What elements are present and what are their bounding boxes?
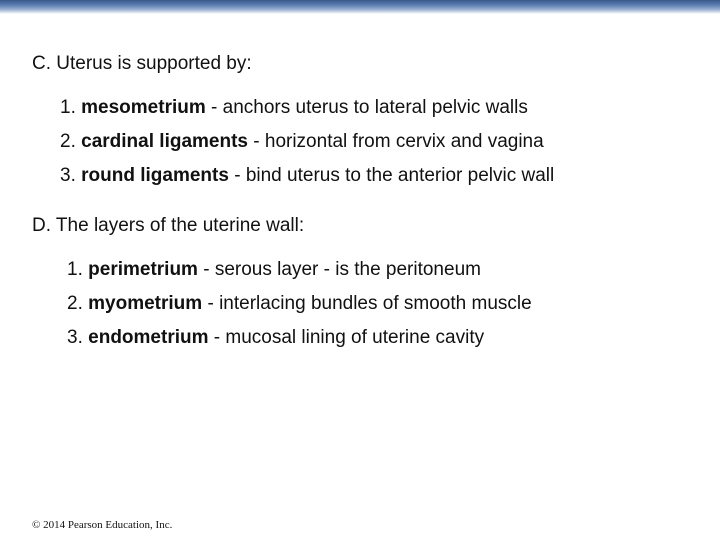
item-description: horizontal from cervix and vagina bbox=[264, 131, 544, 152]
list-item bbox=[60, 96, 554, 120]
item-term: endometrium bbox=[88, 327, 209, 348]
item-separator: - bbox=[203, 259, 210, 280]
list-item bbox=[67, 258, 532, 282]
section-d-list bbox=[67, 258, 532, 360]
item-term: round ligaments bbox=[81, 165, 229, 186]
item-description: serous layer - is the peritoneum bbox=[214, 259, 481, 280]
item-separator: - bbox=[234, 165, 241, 186]
item-number: 3. bbox=[67, 327, 83, 348]
item-separator: - bbox=[211, 97, 218, 118]
list-item bbox=[67, 292, 532, 316]
item-description: bind uterus to the anterior pelvic wall bbox=[245, 165, 555, 186]
item-number: 3. bbox=[60, 165, 76, 186]
item-number: 1. bbox=[67, 259, 83, 280]
item-separator: - bbox=[253, 131, 260, 152]
list-item bbox=[60, 130, 554, 154]
slide-top-band bbox=[0, 0, 720, 14]
item-term: mesometrium bbox=[81, 97, 206, 118]
item-description: interlacing bundles of smooth muscle bbox=[219, 293, 532, 314]
item-number: 1. bbox=[60, 97, 76, 118]
copyright-notice: © 2014 Pearson Education, Inc. bbox=[32, 519, 173, 531]
item-description: anchors uterus to lateral pelvic walls bbox=[222, 97, 528, 118]
item-separator: - bbox=[207, 293, 214, 314]
item-description: mucosal lining of uterine cavity bbox=[225, 327, 485, 348]
item-number: 2. bbox=[67, 293, 83, 314]
section-c-list bbox=[60, 96, 554, 198]
section-c-heading: C. Uterus is supported by: bbox=[32, 53, 252, 74]
item-number: 2. bbox=[60, 131, 76, 152]
item-term: myometrium bbox=[88, 293, 203, 314]
list-item bbox=[60, 164, 554, 188]
list-item bbox=[67, 326, 532, 350]
item-term: cardinal ligaments bbox=[81, 131, 248, 152]
item-term: perimetrium bbox=[88, 259, 198, 280]
section-d-heading: D. The layers of the uterine wall: bbox=[32, 215, 305, 236]
item-separator: - bbox=[213, 327, 221, 348]
